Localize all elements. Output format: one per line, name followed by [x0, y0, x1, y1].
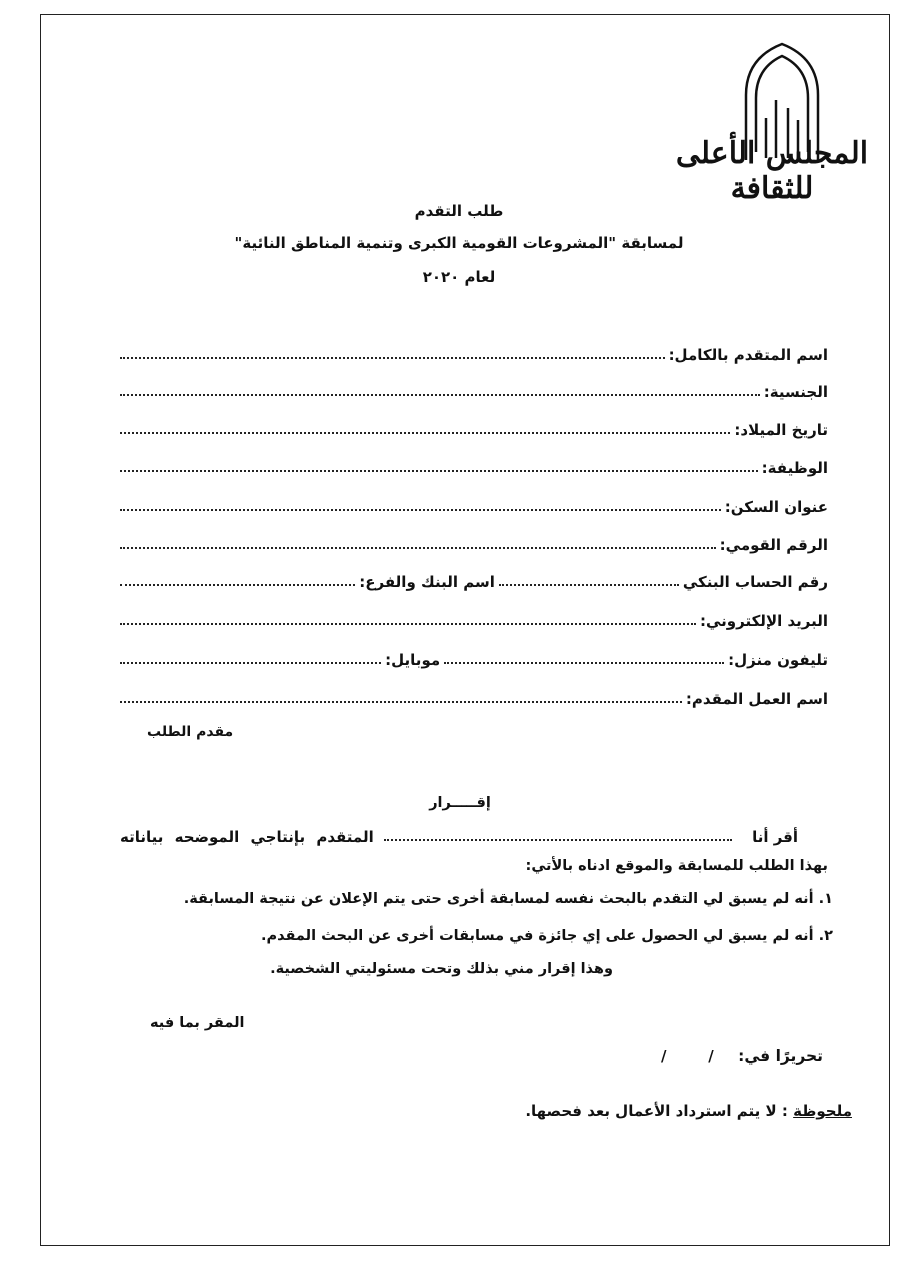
- logo-text: المجلس الأعلى للثقافة: [675, 136, 869, 206]
- declaration-end: المتقدم بإنتاجي الموضحه بياناته: [120, 828, 374, 846]
- address-label: عنوان السكن:: [724, 498, 828, 516]
- national-id-label: الرقم القومي:: [719, 536, 828, 554]
- declarant-name-line[interactable]: [384, 839, 732, 841]
- form-title: طلب التقدم: [414, 202, 504, 220]
- mobile-line[interactable]: [120, 662, 381, 664]
- birth-date-line[interactable]: [120, 432, 730, 434]
- council-logo: [672, 40, 872, 206]
- birth-date-field[interactable]: [116, 415, 828, 439]
- declaration-closing: وهذا إقرار مني بذلك وتحت مسئوليتي الشخصية.: [270, 961, 613, 977]
- birth-date-label: تاريخ الميلاد:: [734, 421, 828, 439]
- job-line[interactable]: [120, 470, 758, 472]
- date-slashes[interactable]: / /: [661, 1047, 714, 1065]
- declaration-item-2: ٢. أنه لم يسبق لي الحصول على إي جائزة في مسابقات أخرى عن البحث المقدم.: [260, 928, 833, 944]
- bank-name-line[interactable]: [120, 584, 355, 586]
- bank-name-label: اسم البنك والفرع:: [359, 573, 495, 591]
- declaration-line-1: [120, 822, 798, 846]
- address-line[interactable]: [120, 509, 721, 511]
- address-field[interactable]: [116, 492, 828, 516]
- note-label: ملحوظة: [793, 1102, 852, 1120]
- declaration-start: أقر أنا: [752, 828, 798, 846]
- job-label: الوظيفة:: [761, 459, 828, 477]
- work-name-label: اسم العمل المقدم:: [685, 690, 828, 708]
- form-year: لعام ٢٠٢٠: [422, 268, 496, 286]
- applicant-signature-label: مقدم الطلب: [147, 724, 234, 740]
- declaration-title: إقـــــرار: [429, 795, 491, 811]
- note: [525, 1102, 852, 1120]
- work-name-line[interactable]: [120, 701, 682, 703]
- form-subtitle: لمسابقة "المشروعات القومية الكبرى وتنمية المناطق النائية": [234, 234, 684, 252]
- email-label: البريد الإلكتروني:: [700, 612, 828, 630]
- work-name-field[interactable]: [116, 684, 828, 708]
- date-label: تحريرًا في:: [738, 1047, 823, 1065]
- note-text: : لا يتم استرداد الأعمال بعد فحصها.: [525, 1102, 788, 1120]
- bank-field[interactable]: [116, 567, 828, 591]
- bank-account-label: رقم الحساب البنكي: [682, 573, 828, 591]
- signer-label: المقر بما فيه: [150, 1015, 245, 1031]
- national-id-field[interactable]: [116, 530, 828, 554]
- nationality-field[interactable]: [116, 377, 828, 401]
- full-name-line[interactable]: [120, 357, 665, 359]
- bank-account-line[interactable]: [499, 584, 679, 586]
- full-name-label: اسم المتقدم بالكامل:: [668, 346, 828, 364]
- nationality-label: الجنسية:: [763, 383, 828, 401]
- job-field[interactable]: [116, 453, 828, 477]
- email-line[interactable]: [120, 623, 696, 625]
- email-field[interactable]: [116, 606, 828, 630]
- nationality-line[interactable]: [120, 394, 760, 396]
- national-id-line[interactable]: [120, 547, 716, 549]
- declaration-line-2: بهذا الطلب للمسابقة والموقع ادناه بالأتي:: [525, 858, 828, 874]
- declaration-item-1: ١. أنه لم يسبق لي التقدم بالبحث نفسه لمسابقة أخرى حتى يتم الإعلان عن نتيجة المسابقة.: [183, 891, 833, 907]
- home-phone-label: تليفون منزل:: [728, 651, 828, 669]
- full-name-field[interactable]: [116, 340, 828, 364]
- phone-field[interactable]: [116, 645, 828, 669]
- mobile-label: موبايل:: [385, 651, 441, 669]
- home-phone-line[interactable]: [444, 662, 724, 664]
